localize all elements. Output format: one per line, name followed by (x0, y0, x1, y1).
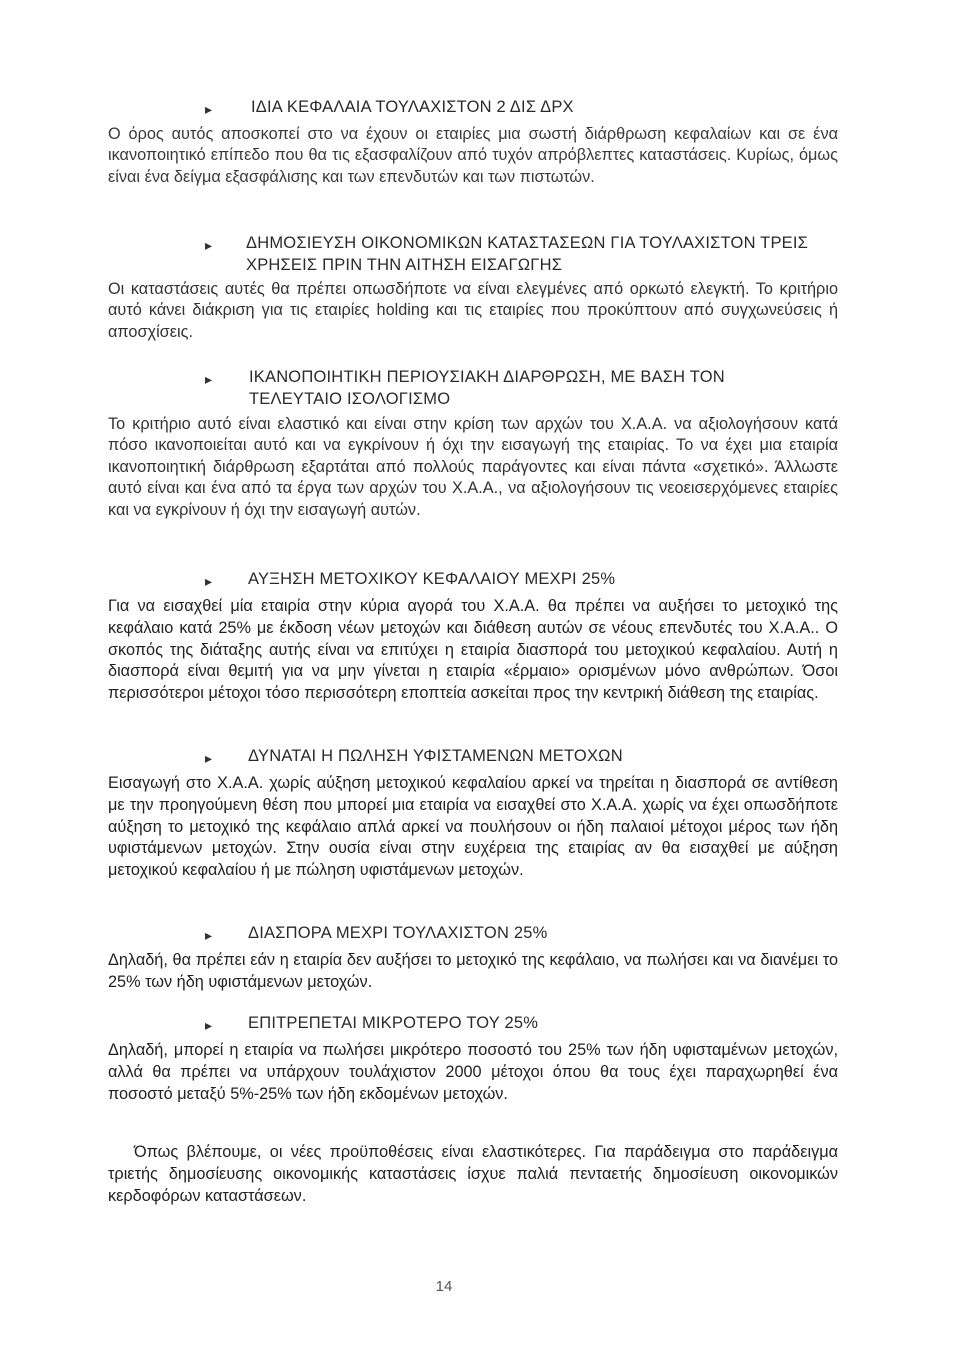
bullet-icon: ▸ (205, 237, 213, 253)
section-heading (108, 568, 838, 590)
section-6 (108, 922, 838, 994)
section-body: Το κριτήριο αυτό είναι ελαστικό και είναι στην κρίση των αρχών του Χ.Α.Α. να αξιολογήσουν κατά πόσο ικανοποιείται αυτό και να εγκρίνουν ή όχι την εισαγωγή της εταιρίας. Το να έχει μια εταιρία ικανοποιητική διάρθρωση εξαρτάται από πολλούς παράγοντες και είναι πάντα «σχετικό». Άλλωστε αυτό είναι και ένα από τα έργα των αρχών του Χ.Α.Α., να αξιολογήσουν τις νεοεισερχόμενες εταιρίες και να εγκρίνουν ή όχι την εισαγωγή αυτών. (108, 415, 838, 519)
section-heading (108, 232, 838, 276)
section-body: Δηλαδή, θα πρέπει εάν η εταιρία δεν αυξήσει το μετοχικό της κεφάλαιο, να πωλήσει και να διανέμει το 25% των ήδη υφιστάμενων μετοχών. (108, 951, 838, 991)
section-heading-text: ΔΗΜΟΣΙΕΥΣΗ ΟΙΚΟΝΟΜΙΚΩΝ ΚΑΤΑΣΤΑΣΕΩΝ ΓΙΑ ΤΟΥΛΑΧΙΣΤΟΝ ΤΡΕΙΣ ΧΡΗΣΕΙΣ ΠΡΙΝ ΤΗΝ ΑΙΤΗΣΗ ΕΙΣΑΓΩΓΗΣ (246, 234, 809, 274)
section-heading (108, 96, 838, 118)
section-body: Δηλαδή, μπορεί η εταιρία να πωλήσει μικρότερο ποσοστό του 25% των ήδη υφισταμένων μετοχών, αλλά θα πρέπει να υπάρχουν τουλάχιστον 2000 μέτοχοι όπου θα τους έχει παραχωρηθεί ένα ποσοστό μεταξύ 5%-25% των ήδη εκδομένων μετοχών. (108, 1041, 838, 1103)
section-5 (108, 745, 838, 882)
section-body: Ο όρος αυτός αποσκοπεί στο να έχουν οι εταιρίες μια σωστή διάρθρωση κεφαλαίων και σε ένα ικανοποιητικό επίπεδο που θα τις εξασφαλίζουν από τυχόν απρόβλεπτες καταστάσεις. Κυρίως, όμως είναι ένα δείγμα εξασφάλισης και των επενδυτών και των πιστωτών. (108, 125, 838, 186)
section-heading-text: ΙΔΙΑ ΚΕΦΑΛΑΙΑ ΤΟΥΛΑΧΙΣΤΟΝ 2 ΔΙΣ ΔΡΧ (251, 98, 574, 116)
section-heading (108, 1012, 838, 1034)
bullet-icon: ▸ (205, 750, 213, 766)
bullet-icon: ▸ (205, 573, 213, 589)
section-7 (108, 1012, 838, 1105)
section-heading-text: ΑΥΞΗΣΗ ΜΕΤΟΧΙΚΟΥ ΚΕΦΑΛΑΙΟΥ ΜΕΧΡΙ 25% (248, 570, 616, 588)
section-2 (108, 232, 838, 343)
section-body: Για να εισαχθεί μία εταιρία στην κύρια αγορά του Χ.Α.Α. θα πρέπει να αυξήσει το μετοχικό της κεφάλαιο κατά 25% με έκδοση νέων μετοχών και διάθεση αυτών σε νέους επενδυτές του Χ.Α.Α.. Ο σκοπός της διάταξης αυτής είναι να επιτύχει η εταιρία διασπορά του μετοχικού κεφαλαίου. Αυτή η διασπορά είναι θεμιτή για να μην γίνεται η εταιρία «έρμαιο» ορισμένων μόνο ανθρώπων. Όσοι περισσότεροι μέτοχοι τόσο περισσότερη εποπτεία ασκείται προς την κεντρική διάθεση της εταιρίας. (108, 597, 838, 703)
section-heading-text: ΔΥΝΑΤΑΙ Η ΠΩΛΗΣΗ ΥΦΙΣΤΑΜΕΝΩΝ ΜΕΤΟΧΩΝ (248, 747, 623, 765)
section-body: Εισαγωγή στο Χ.Α.Α. χωρίς αύξηση μετοχικού κεφαλαίου αρκεί να τηρείται η διασπορά σε αντίθεση με την προηγούμενη θέση που μπορεί μια εταιρία να εισαχθεί στο Χ.Α.Α. χωρίς να έχει οπωσδήποτε αύξηση το μετοχικό της κεφάλαιο απλά αρκεί να πουλήσουν οι ήδη παλαιοί μέτοχοι μέρος των ήδη υφιστάμενων μετοχών. Στην ουσία είναι στην ευχέρεια της εταιρίας αν θα εισαχθεί με αύξηση μετοχικού κεφαλαίου ή με πώληση υφιστάμενων μετοχών. (108, 774, 838, 880)
section-heading-text: ΕΠΙΤΡΕΠΕΤΑΙ ΜΙΚΡΟΤΕΡΟ ΤΟΥ 25% (248, 1014, 539, 1032)
section-body: Οι καταστάσεις αυτές θα πρέπει οπωσδήποτε να είναι ελεγμένες από ορκωτό ελεγκτή. Το κριτήριο αυτό κάνει διάκριση για τις εταιρίες holding και τις εταιρίες που προκύπτουν από συγχωνεύσεις ή αποσχίσεις. (108, 280, 838, 341)
section-3 (108, 366, 838, 521)
section-4 (108, 568, 838, 705)
bullet-icon: ▸ (205, 371, 213, 387)
bullet-icon: ▸ (205, 101, 213, 117)
conclusion-text: Όπως βλέπουμε, οι νέες προϋποθέσεις είναι ελαστικότερες. Για παράδειγμα στο παράδειγμα τριετής δημοσίευσης οικονομικής καταστάσεις ίσχυε παλιά πενταετής δημοσίευση οικονομικών κερδοφόρων καταστάσεων. (108, 1143, 838, 1205)
bullet-icon: ▸ (205, 927, 213, 943)
section-heading (108, 922, 838, 944)
conclusion-paragraph (108, 1142, 838, 1207)
section-heading-text: ΙΚΑΝΟΠΟΙΗΤΙΚΗ ΠΕΡΙΟΥΣΙΑΚΗ ΔΙΑΡΘΡΩΣΗ, ΜΕ ΒΑΣΗ ΤΟΝ ΤΕΛΕΥΤΑΙΟ ΙΣΟΛΟΓΙΣΜΟ (249, 368, 725, 408)
section-heading-text: ΔΙΑΣΠΟΡΑ ΜΕΧΡΙ ΤΟΥΛΑΧΙΣΤΟΝ 25% (248, 924, 548, 942)
bullet-icon: ▸ (205, 1017, 213, 1033)
section-1 (108, 96, 838, 188)
page-number: 14 (435, 1278, 453, 1295)
section-heading (108, 745, 838, 767)
section-heading (108, 366, 838, 410)
